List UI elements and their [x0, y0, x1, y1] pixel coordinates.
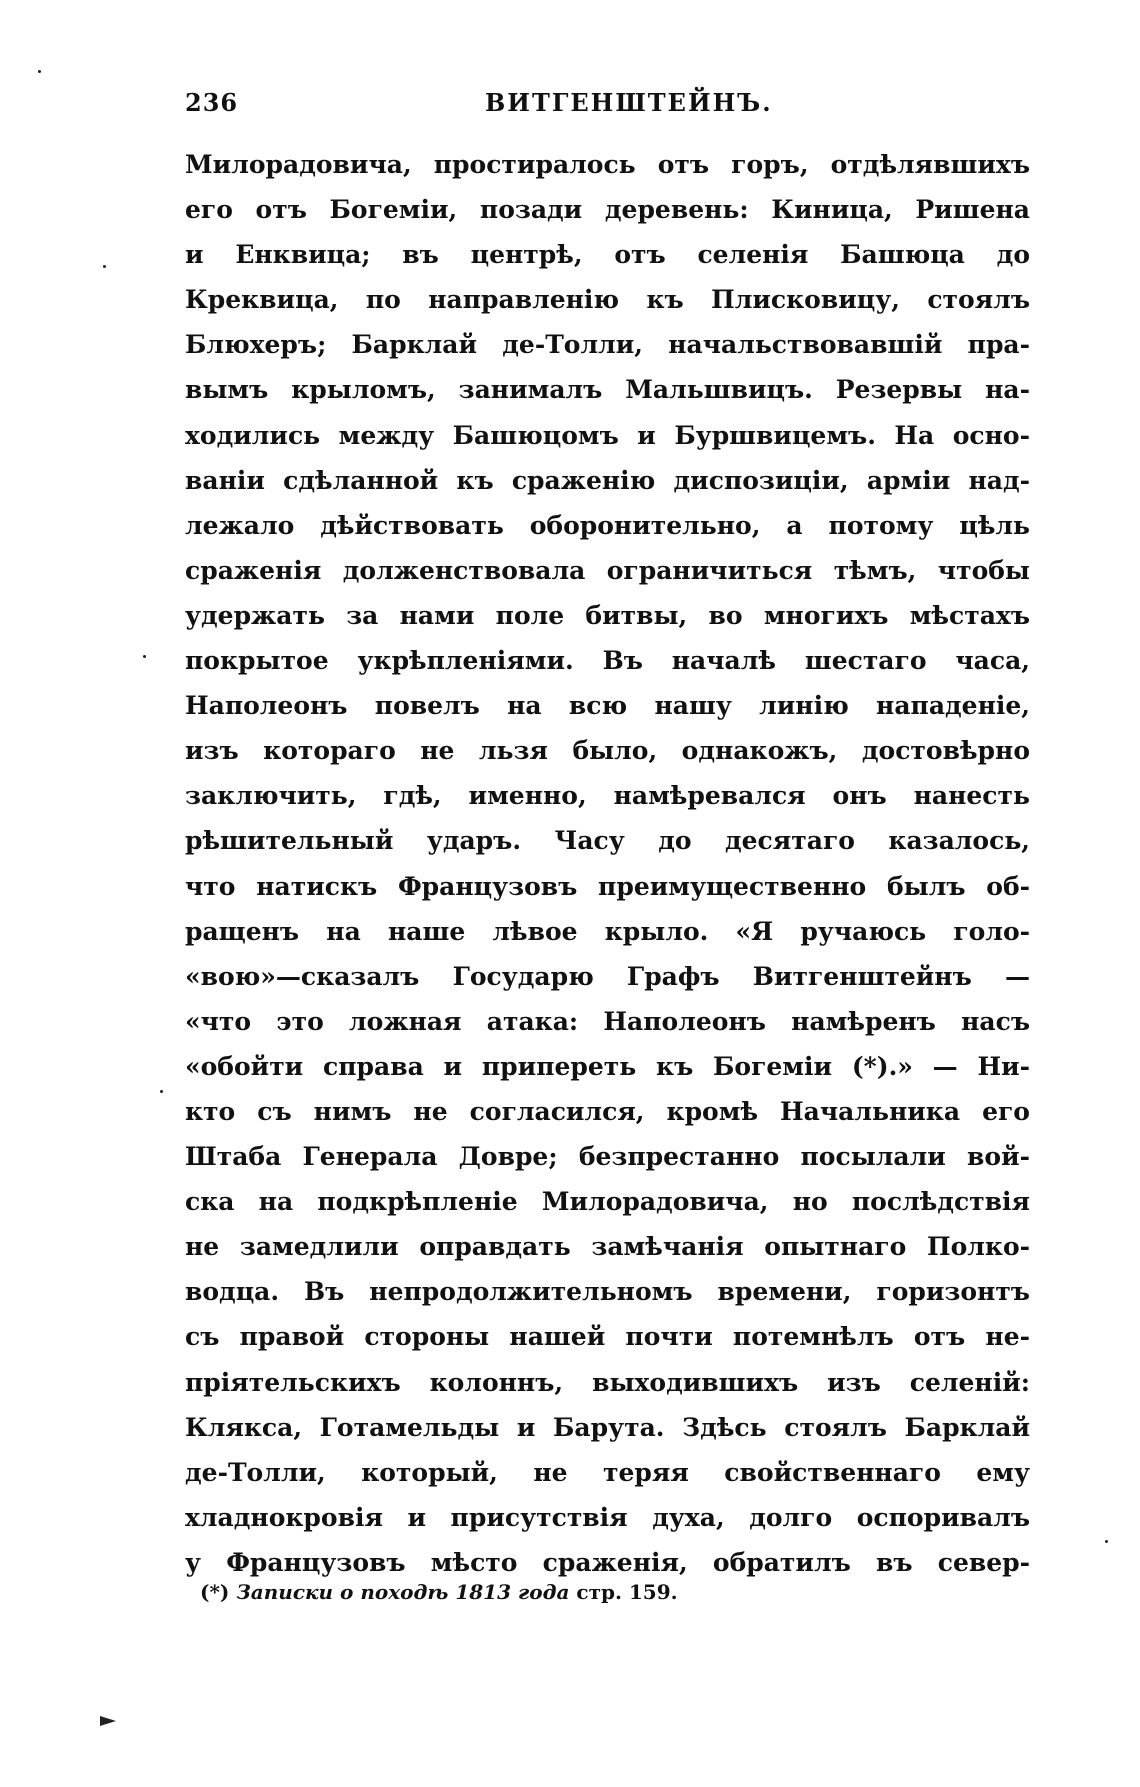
text-line: Блюхеръ; Барклай де-Толли, начальствовавшій пра- — [185, 330, 1030, 360]
text-line: хладнокровія и присутствія духа, долго оспоривалъ — [185, 1502, 1030, 1532]
scan-speck — [38, 70, 41, 73]
text-line: водца. Въ непродолжительномъ времени, горизонтъ — [185, 1277, 1030, 1307]
text-line: заключить, гдѣ, именно, намѣревался онъ нанесть — [185, 781, 1030, 811]
text-line: «что это ложная атака: Наполеонъ намѣренъ насъ — [185, 1006, 1030, 1036]
text-line: съ правой стороны нашей почти потемнѣлъ отъ не- — [185, 1322, 1030, 1352]
text-line: ращенъ на наше лѣвое крыло. «Я ручаюсь голо- — [185, 916, 1030, 946]
text-line: у Французовъ мѣсто сраженія, обратилъ въ север- — [185, 1547, 1030, 1577]
text-line: рѣшительный ударъ. Часу до десятаго казалось, — [185, 826, 1030, 856]
text-line: и Енквица; въ центрѣ, отъ селенія Башюца до — [185, 240, 1030, 270]
text-line: Милорадовича, простиралось отъ горъ, отдѣлявшихъ — [185, 150, 1030, 179]
text-line: лежало дѣйствовать оборонительно, а потому цѣль — [185, 510, 1030, 540]
footnote-page-ref: стр. 159. — [569, 1580, 678, 1604]
text-line: кто съ нимъ не согласился, кромѣ Начальника его — [185, 1096, 1030, 1126]
scan-speck — [1105, 1540, 1108, 1543]
text-line: вымъ крыломъ, занималъ Мальшвицъ. Резервы на- — [185, 375, 1030, 405]
text-line: покрытое укрѣпленіями. Въ началѣ шестаго часа, — [185, 646, 1030, 676]
text-line: не замедлили оправдать замѣчанія опытнаго Полко- — [185, 1232, 1030, 1262]
text-line: сраженія долженствовала ограничиться тѣмъ, чтобы — [185, 555, 1030, 585]
scan-speck — [143, 655, 146, 658]
text-line: ходились между Башюцомъ и Буршвицемъ. На осно- — [185, 420, 1030, 450]
scan-speck — [160, 1090, 163, 1093]
text-line: изъ котораго не льзя было, однакожъ, достовѣрно — [185, 736, 1030, 766]
text-line: ска на подкрѣпленіе Милорадовича, но послѣдствія — [185, 1187, 1030, 1217]
footnote-marker: (*) — [200, 1580, 230, 1604]
scan-arrow-mark — [100, 1716, 116, 1726]
footnote-source-title: Записки о походѣ 1813 года — [236, 1580, 570, 1604]
text-line: что натискъ Французовъ преимущественно былъ об- — [185, 871, 1030, 901]
text-line: ваніи сдѣланной къ сраженію диспозиціи, арміи над- — [185, 465, 1030, 495]
scan-speck — [103, 265, 106, 268]
text-line: удержать за нами поле битвы, во многихъ мѣстахъ — [185, 600, 1030, 630]
page-header — [185, 80, 1030, 120]
body-text — [185, 142, 1030, 1585]
page-number: 236 — [185, 88, 239, 117]
text-line: его отъ Богеміи, позади деревень: Киница, Ришена — [185, 195, 1030, 225]
footnote — [200, 1580, 678, 1604]
text-line: Наполеонъ повелъ на всю нашу линію нападеніе, — [185, 691, 1030, 721]
text-line: пріятельскихъ колоннъ, выходившихъ изъ селеній: — [185, 1367, 1030, 1397]
text-line: де-Толли, который, не теряя свойственнаго ему — [185, 1457, 1030, 1487]
text-line: «обойти справа и припереть къ Богеміи (*).» — Ни- — [185, 1051, 1030, 1081]
running-head: ВИТГЕНШТЕЙНЪ. — [485, 88, 773, 117]
text-line: «вою»—сказалъ Государю Графъ Витгенштейнъ — — [185, 961, 1030, 991]
text-line: Штаба Генерала Довре; безпрестанно посылали вой- — [185, 1142, 1030, 1172]
text-line: Креквица, по направленію къ Плисковицу, стоялъ — [185, 285, 1030, 315]
text-line: Клякса, Готамельды и Барута. Здѣсь стоялъ Барклай — [185, 1412, 1030, 1442]
